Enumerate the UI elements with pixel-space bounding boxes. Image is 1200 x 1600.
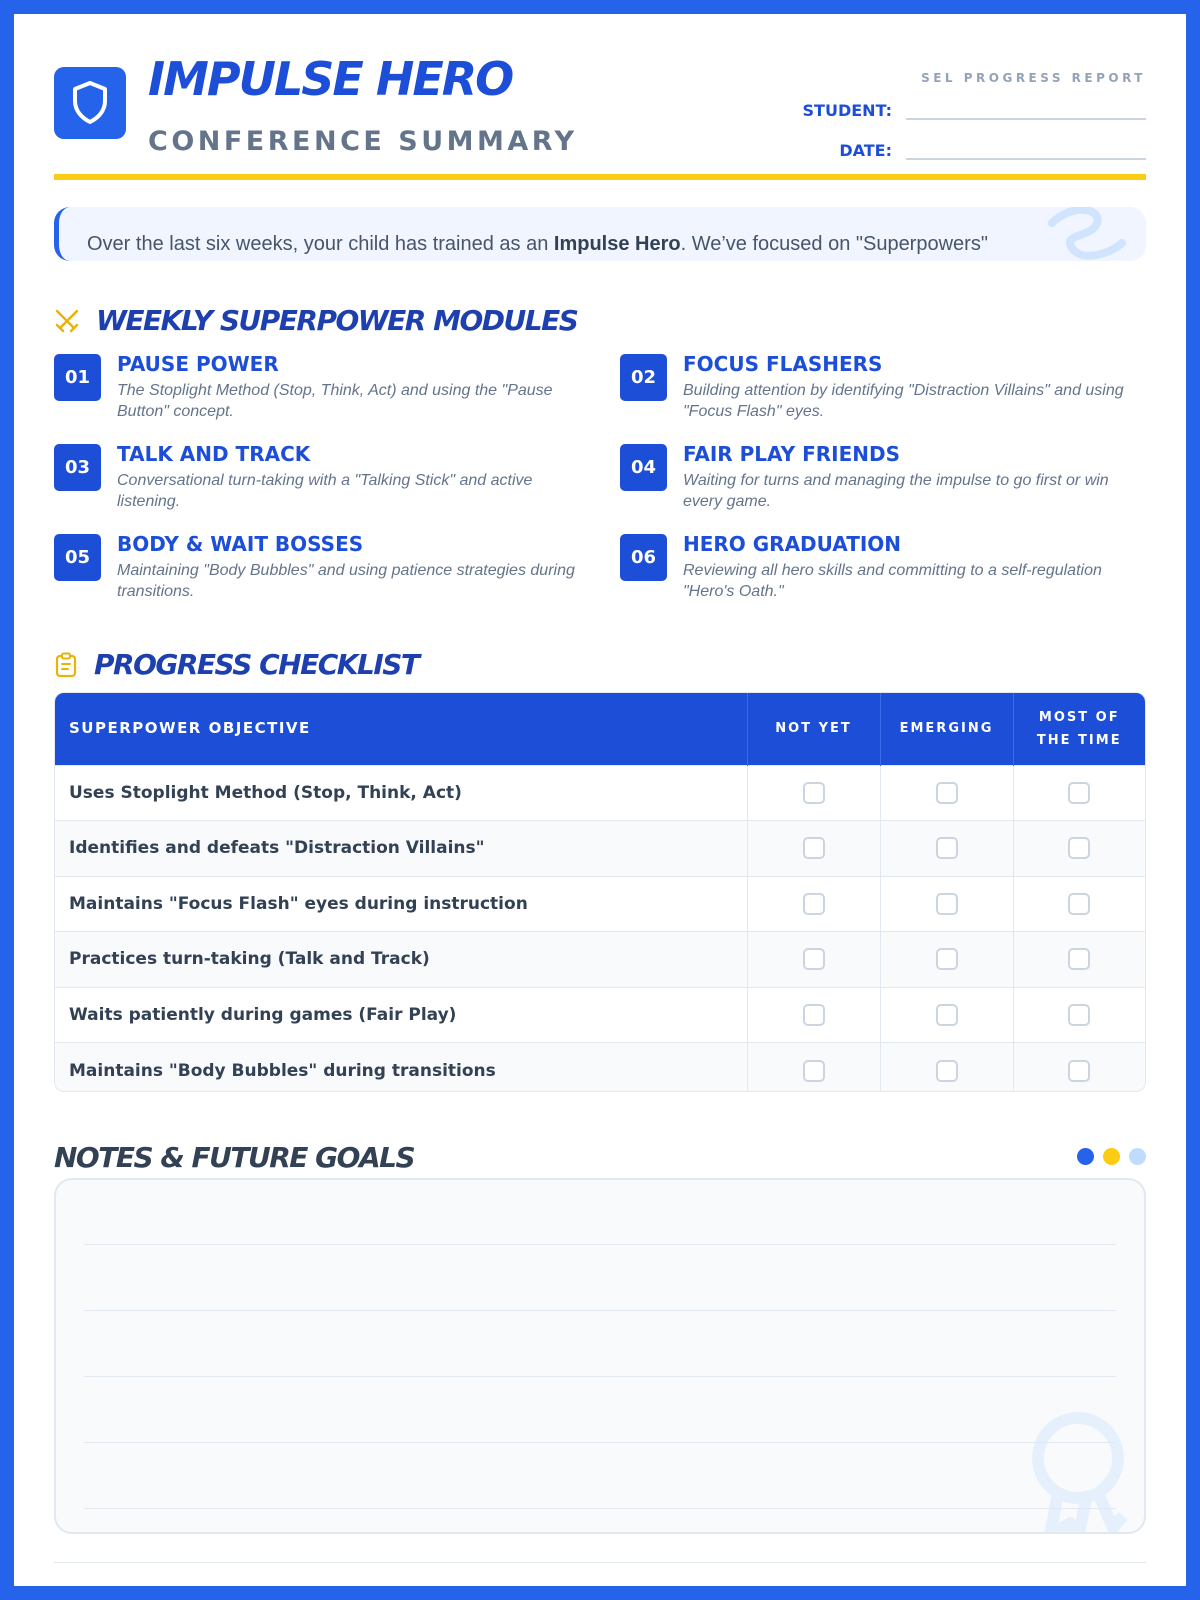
not-yet-checkbox[interactable]	[803, 893, 825, 915]
page-subtitle: CONFERENCE SUMMARY	[148, 126, 578, 157]
module-number: 02	[620, 354, 667, 401]
objective-cell: Maintains "Focus Flash" eyes during instruction	[69, 893, 528, 914]
objective-cell: Uses Stoplight Method (Stop, Think, Act)	[69, 782, 462, 803]
intro-callout	[54, 207, 1146, 261]
objective-cell: Maintains "Body Bubbles" during transitions	[69, 1060, 496, 1081]
note-line	[84, 1508, 1116, 1509]
swirl-icon	[1042, 207, 1132, 261]
not-yet-checkbox[interactable]	[803, 1060, 825, 1082]
table-row	[55, 821, 1145, 877]
module-number: 04	[620, 444, 667, 491]
checklist-header	[54, 648, 419, 681]
objective-cell: Waits patiently during games (Fair Play)	[69, 1004, 457, 1025]
worksheet-page	[14, 14, 1186, 1586]
clipboard-icon	[54, 652, 78, 678]
modules-header	[54, 304, 577, 337]
module-number: 03	[54, 444, 101, 491]
dot	[1129, 1148, 1146, 1165]
not-yet-checkbox[interactable]	[803, 1004, 825, 1026]
most-of-time-checkbox[interactable]	[1068, 837, 1090, 859]
emerging-checkbox[interactable]	[936, 893, 958, 915]
header-divider	[54, 174, 1146, 180]
col-most-of-the-time: MOST OF THE TIME	[1013, 693, 1145, 765]
decorative-dots	[1077, 1148, 1146, 1165]
date-field[interactable]	[906, 134, 1146, 160]
module-description: Reviewing all hero skills and committing to a self-regulation "Hero's Oath."	[683, 562, 1102, 600]
module-item	[620, 444, 1140, 524]
note-line	[84, 1244, 1116, 1245]
award-ribbon-icon	[1028, 1408, 1138, 1534]
module-item	[620, 354, 1140, 434]
progress-table	[54, 692, 1146, 1092]
module-item	[54, 534, 574, 614]
emerging-checkbox[interactable]	[936, 1004, 958, 1026]
module-title: PAUSE POWER	[117, 352, 279, 376]
col-objective: SUPERPOWER OBJECTIVE	[69, 719, 311, 738]
modules-title: WEEKLY SUPERPOWER MODULES	[96, 304, 578, 337]
emerging-checkbox[interactable]	[936, 782, 958, 804]
module-description: Building attention by identifying "Distraction Villains" and using "Focus Flash" eyes.	[683, 382, 1124, 420]
table-row	[55, 987, 1145, 1043]
emerging-checkbox[interactable]	[936, 1060, 958, 1082]
note-line	[84, 1442, 1116, 1443]
notes-title: NOTES & FUTURE GOALS	[54, 1141, 415, 1174]
student-field[interactable]	[906, 94, 1146, 120]
most-of-time-checkbox[interactable]	[1068, 1004, 1090, 1026]
objective-cell: Practices turn-taking (Talk and Track)	[69, 949, 430, 970]
most-of-time-checkbox[interactable]	[1068, 1060, 1090, 1082]
col-not-yet: NOT YET	[747, 693, 880, 765]
date-label: DATE:	[839, 141, 892, 160]
module-item	[54, 354, 574, 434]
module-title: FAIR PLAY FRIENDS	[683, 442, 900, 466]
checklist-title: PROGRESS CHECKLIST	[94, 648, 419, 681]
module-item	[54, 444, 574, 524]
header	[54, 14, 1146, 192]
table-row	[55, 1043, 1145, 1093]
logo	[54, 67, 126, 139]
table-row	[55, 876, 1145, 932]
dot	[1077, 1148, 1094, 1165]
module-number: 06	[620, 534, 667, 581]
module-title: FOCUS FLASHERS	[683, 352, 883, 376]
module-number: 01	[54, 354, 101, 401]
emerging-checkbox[interactable]	[936, 837, 958, 859]
footer-divider	[54, 1562, 1146, 1563]
module-title: HERO GRADUATION	[683, 532, 902, 556]
objective-cell: Identifies and defeats "Distraction Villains"	[69, 838, 485, 859]
not-yet-checkbox[interactable]	[803, 782, 825, 804]
table-row	[55, 932, 1145, 988]
module-title: TALK AND TRACK	[117, 442, 311, 466]
module-item	[620, 534, 1140, 614]
page-title: IMPULSE HERO	[148, 52, 513, 106]
col-emerging: EMERGING	[880, 693, 1013, 765]
module-description: Conversational turn-taking with a "Talking Stick" and active listening.	[117, 472, 533, 510]
not-yet-checkbox[interactable]	[803, 837, 825, 859]
date-row	[726, 134, 1146, 160]
table-row	[55, 765, 1145, 821]
module-description: Maintaining "Body Bubbles" and using patience strategies during transitions.	[117, 562, 575, 600]
note-line	[84, 1376, 1116, 1377]
module-number: 05	[54, 534, 101, 581]
module-description: The Stoplight Method (Stop, Think, Act) and using the "Pause Button" concept.	[117, 382, 553, 420]
table-header-row	[55, 693, 1145, 765]
student-row	[726, 94, 1146, 120]
most-of-time-checkbox[interactable]	[1068, 782, 1090, 804]
shield-icon	[70, 80, 110, 126]
module-title: BODY & WAIT BOSSES	[117, 532, 364, 556]
most-of-time-checkbox[interactable]	[1068, 893, 1090, 915]
note-line	[84, 1310, 1116, 1311]
not-yet-checkbox[interactable]	[803, 948, 825, 970]
notes-area[interactable]	[54, 1178, 1146, 1534]
most-of-time-checkbox[interactable]	[1068, 948, 1090, 970]
intro-text: Over the last six weeks, your child has trained as an Impulse Hero. We’ve focused on "Superpowers"	[87, 233, 988, 255]
dot	[1103, 1148, 1120, 1165]
crossed-swords-icon	[54, 308, 80, 334]
emerging-checkbox[interactable]	[936, 948, 958, 970]
report-tag: SEL PROGRESS REPORT	[921, 71, 1146, 85]
module-description: Waiting for turns and managing the impulse to go first or win every game.	[683, 472, 1109, 510]
student-label: STUDENT:	[802, 101, 892, 120]
